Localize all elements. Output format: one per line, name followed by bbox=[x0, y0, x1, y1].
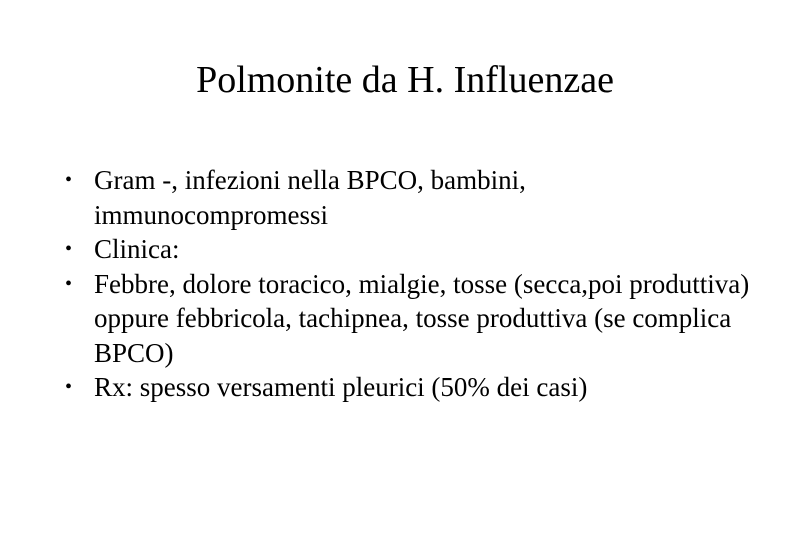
bullet-item-sintomi bbox=[60, 267, 760, 371]
bullet-text: Clinica: bbox=[94, 234, 180, 264]
bullet-item-rx bbox=[60, 370, 760, 405]
bullet-item-clinica bbox=[60, 232, 760, 267]
slide-title: Polmonite da H. Influenzae bbox=[196, 59, 614, 101]
bullet-text: Rx: spesso versamenti pleurici (50% dei casi) bbox=[94, 372, 588, 402]
bullet-icon: • bbox=[65, 238, 73, 260]
bullet-item-gram bbox=[60, 163, 760, 232]
bullet-icon: • bbox=[65, 272, 73, 295]
bullet-icon: • bbox=[65, 169, 73, 191]
bullet-text: Febbre, dolore toracico, mialgie, tosse (secca,poi produttiva) oppure febbricola, tachipnea, tosse produttiva (se complica BPCO) bbox=[94, 268, 750, 368]
bullet-list bbox=[60, 163, 760, 405]
bullet-icon: • bbox=[65, 376, 73, 398]
bullet-text: Gram -, infezioni nella BPCO, bambini, immunocompromessi bbox=[94, 165, 526, 230]
